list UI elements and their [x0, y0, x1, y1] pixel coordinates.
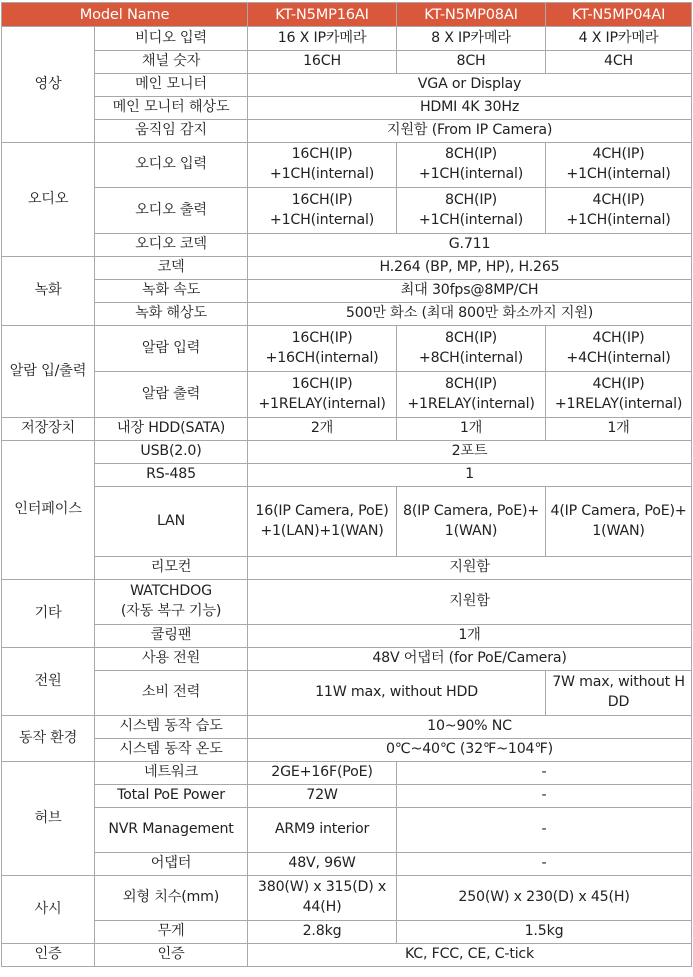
cell-value: 최대 30fps@8MP/CH: [248, 280, 692, 303]
cell-line: 8CH(IP): [445, 146, 498, 163]
cell-value: -: [397, 785, 692, 808]
table-row: [2, 648, 692, 671]
cell-value: 2GE+16F(PoE): [248, 762, 397, 785]
row-label: 오디오 코덱: [95, 234, 248, 257]
model-name-header: Model Name: [2, 3, 248, 27]
cell-value: 2포트: [248, 441, 692, 464]
cell-value: 16 X IP카메라: [248, 27, 397, 51]
row-label: 비디오 입력: [95, 27, 248, 51]
category-certification: 인증: [2, 944, 95, 967]
cell-value: 지원함 (From IP Camera): [248, 120, 692, 143]
category-hub: 허브: [2, 762, 95, 876]
row-label: NVR Management: [95, 808, 248, 853]
cell-line: +1CH(internal): [566, 166, 671, 182]
cell-line: 8CH(IP): [445, 329, 498, 346]
cell-line: +1CH(internal): [566, 211, 671, 228]
cell-value: [248, 143, 397, 188]
model-header-08: KT-N5MP08AI: [397, 3, 546, 27]
cell-value: 48V 어댑터 (for PoE/Camera): [248, 648, 692, 671]
category-interface: 인터페이스: [2, 441, 95, 580]
row-label: 알람 입력: [95, 326, 248, 372]
cell-value: [397, 372, 546, 418]
cell-line: +16CH(internal): [265, 349, 379, 366]
table-row: [2, 808, 692, 853]
row-label: 인증: [95, 944, 248, 967]
table-row: [2, 326, 692, 372]
cell-value: -: [397, 853, 692, 876]
cell-line: 7W max, without H: [552, 674, 685, 691]
cell-value: 16CH: [248, 51, 397, 74]
cell-value: 11W max, without HDD: [248, 671, 546, 716]
category-environment: 동작 환경: [2, 716, 95, 762]
cell-value: H.264 (BP, MP, HP), H.265: [248, 257, 692, 280]
row-label: 메인 모니터 해상도: [95, 97, 248, 120]
cell-line: +1RELAY(internal): [554, 395, 683, 412]
table-row: [2, 418, 692, 441]
cell-line: +1(LAN)+1(WAN): [260, 522, 384, 539]
cell-line: 8CH(IP): [445, 191, 498, 208]
table-row: [2, 785, 692, 808]
row-label: 쿨링팬: [95, 625, 248, 648]
row-label-line: (자동 복구 기능): [120, 603, 222, 619]
model-header-04: KT-N5MP04AI: [546, 3, 692, 27]
model-header-16: KT-N5MP16AI: [248, 3, 397, 27]
category-recording: 녹화: [2, 257, 95, 326]
cell-line: 16(IP Camera, PoE): [255, 502, 389, 519]
category-chassis: 사시: [2, 876, 95, 944]
cell-value: -: [397, 808, 692, 853]
table-row: [2, 27, 692, 51]
cell-value: 2개: [248, 418, 397, 441]
row-label: 시스템 동작 습도: [95, 716, 248, 739]
cell-line: 4CH(IP): [592, 375, 645, 392]
table-row: [2, 120, 692, 143]
row-label: 어댑터: [95, 853, 248, 876]
cell-line: +1RELAY(internal): [407, 395, 535, 412]
row-label: 외형 치수(mm): [95, 876, 248, 921]
row-label: 무게: [95, 921, 248, 944]
row-label: 네트워크: [95, 762, 248, 785]
cell-line: 16CH(IP): [291, 146, 353, 163]
table-row: [2, 51, 692, 74]
row-label: 움직임 감지: [95, 120, 248, 143]
cell-line: 4CH(IP): [592, 329, 645, 346]
row-label-line: WATCHDOG: [130, 583, 212, 600]
cell-value: [546, 487, 692, 557]
table-row: [2, 580, 692, 625]
cell-value: 10~90% NC: [248, 716, 692, 739]
cell-value: KC, FCC, CE, C-tick: [248, 944, 692, 967]
cell-line: 4CH(IP): [592, 146, 645, 163]
category-audio: 오디오: [2, 143, 95, 257]
table-row: [2, 944, 692, 967]
row-label: 사용 전원: [95, 648, 248, 671]
cell-value: 4 X IP카메라: [546, 27, 692, 51]
cell-line: +4CH(internal): [566, 349, 671, 366]
row-label: 시스템 동작 온도: [95, 739, 248, 762]
cell-value: 1개: [397, 418, 546, 441]
spec-table: [1, 2, 692, 967]
cell-value: [546, 188, 692, 234]
cell-value: 1: [248, 464, 692, 487]
cell-value: 1개: [546, 418, 692, 441]
row-label: RS-485: [95, 464, 248, 487]
cell-value: [248, 372, 397, 418]
cell-value: 지원함: [248, 580, 692, 625]
table-row: [2, 716, 692, 739]
row-label: 녹화 속도: [95, 280, 248, 303]
cell-value: 500만 화소 (최대 800만 화소까지 지원): [248, 303, 692, 326]
table-row: [2, 303, 692, 326]
cell-value: VGA or Display: [248, 74, 692, 97]
table-row: [2, 234, 692, 257]
cell-value: 72W: [248, 785, 397, 808]
cell-value: 250(W) x 230(D) x 45(H): [397, 876, 692, 921]
cell-value: 4CH: [546, 51, 692, 74]
category-alarm: 알람 입/출력: [2, 326, 95, 418]
cell-line: 16CH(IP): [291, 329, 353, 346]
table-row: [2, 557, 692, 580]
row-label: 오디오 입력: [95, 143, 248, 188]
category-storage: 저장장치: [2, 418, 95, 441]
row-label: 코덱: [95, 257, 248, 280]
table-row: [2, 97, 692, 120]
category-video: 영상: [2, 27, 95, 143]
table-row: [2, 188, 692, 234]
cell-value: 2.8kg: [248, 921, 397, 944]
cell-value: [248, 188, 397, 234]
cell-value: 8 X IP카메라: [397, 27, 546, 51]
cell-value: HDMI 4K 30Hz: [248, 97, 692, 120]
row-label: USB(2.0): [95, 441, 248, 464]
cell-value: [248, 876, 397, 921]
table-row: [2, 487, 692, 557]
cell-value: [248, 487, 397, 557]
table-row: [2, 762, 692, 785]
row-label: 채널 숫자: [95, 51, 248, 74]
cell-line: 8CH(IP): [445, 375, 498, 392]
header-row: [2, 3, 692, 27]
table-row: [2, 853, 692, 876]
category-power: 전원: [2, 648, 95, 716]
cell-value: [546, 143, 692, 188]
cell-value: 지원함: [248, 557, 692, 580]
table-row: [2, 876, 692, 921]
cell-value: G.711: [248, 234, 692, 257]
cell-value: 0℃~40℃ (32℉~104℉): [248, 739, 692, 762]
table-row: [2, 464, 692, 487]
cell-value: [546, 372, 692, 418]
row-label: 녹화 해상도: [95, 303, 248, 326]
cell-line: DD: [607, 694, 630, 710]
cell-line: 4CH(IP): [592, 191, 645, 208]
table-row: [2, 257, 692, 280]
row-label: [95, 580, 248, 625]
table-row: [2, 739, 692, 762]
cell-value: [546, 326, 692, 372]
cell-line: 1(WAN): [444, 522, 498, 539]
cell-line: 16CH(IP): [291, 191, 353, 208]
row-label: 소비 전력: [95, 671, 248, 716]
row-label: LAN: [95, 487, 248, 557]
cell-value: 1.5kg: [397, 921, 692, 944]
row-label: Total PoE Power: [95, 785, 248, 808]
row-label: 메인 모니터: [95, 74, 248, 97]
cell-value: 48V, 96W: [248, 853, 397, 876]
cell-value: [397, 188, 546, 234]
cell-value: 1개: [248, 625, 692, 648]
cell-line: 8(IP Camera, PoE)+: [403, 502, 540, 519]
table-row: [2, 441, 692, 464]
cell-line: +1CH(internal): [418, 211, 524, 228]
cell-line: 44(H): [302, 899, 342, 915]
cell-line: 16CH(IP): [291, 375, 353, 392]
cell-value: [248, 326, 397, 372]
cell-value: 8CH: [397, 51, 546, 74]
cell-line: +1CH(internal): [269, 211, 375, 228]
cell-value: -: [397, 762, 692, 785]
table-row: [2, 74, 692, 97]
cell-line: +1CH(internal): [418, 166, 524, 182]
cell-line: +1RELAY(internal): [258, 395, 386, 412]
row-label: 알람 출력: [95, 372, 248, 418]
table-row: [2, 625, 692, 648]
row-label: 오디오 출력: [95, 188, 248, 234]
category-etc: 기타: [2, 580, 95, 648]
table-row: [2, 921, 692, 944]
cell-value: [397, 143, 546, 188]
cell-value: [397, 487, 546, 557]
cell-value: ARM9 interior: [248, 808, 397, 853]
table-row: [2, 372, 692, 418]
table-row: [2, 671, 692, 716]
cell-line: 1(WAN): [592, 522, 645, 539]
cell-line: 380(W) x 315(D) x: [257, 879, 387, 896]
cell-line: 4(IP Camera, PoE)+: [550, 502, 687, 519]
row-label: 리모컨: [95, 557, 248, 580]
cell-value: [546, 671, 692, 716]
table-row: [2, 143, 692, 188]
table-row: [2, 280, 692, 303]
row-label: 내장 HDD(SATA): [95, 418, 248, 441]
cell-line: +8CH(internal): [418, 349, 524, 366]
cell-value: [397, 326, 546, 372]
cell-line: +1CH(internal): [269, 166, 375, 182]
